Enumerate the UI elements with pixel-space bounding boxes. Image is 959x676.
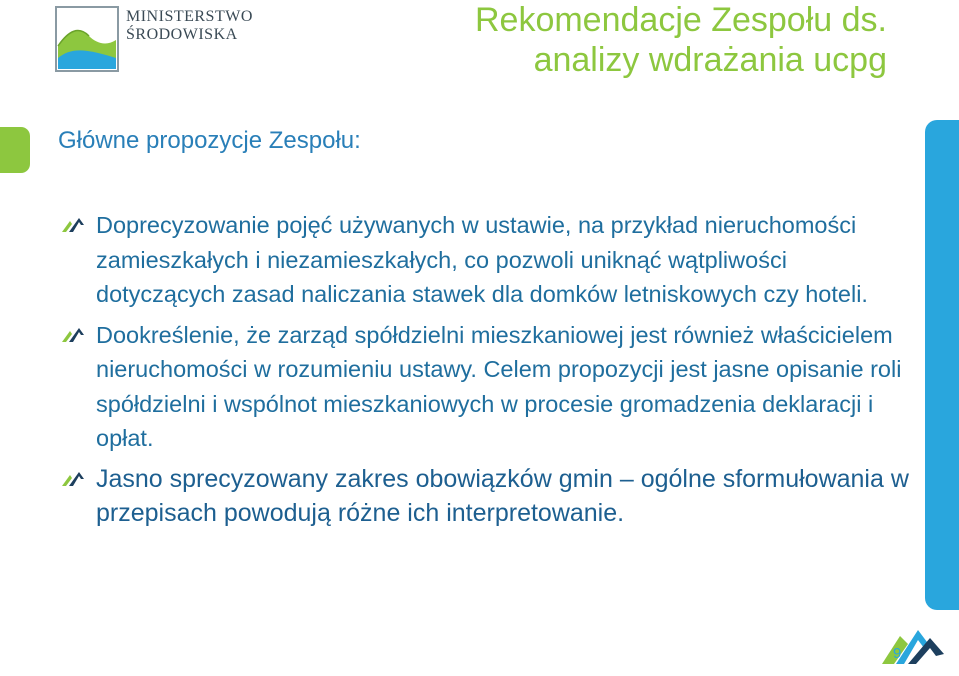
swoosh-logo-icon (878, 624, 948, 672)
bullet-list (60, 208, 920, 537)
page-number: 9 (893, 645, 902, 662)
double-chevron-icon (60, 470, 86, 488)
bullet-text: Jasno sprecyzowany zakres obowiązków gmin – ogólne sformułowania w przepisach powodują różne ich interpretowanie. (96, 464, 909, 527)
blue-side-tab (925, 120, 959, 610)
slide-title-line2: analizy wdrażania ucpg (533, 41, 887, 79)
bullet-text: Dookreślenie, że zarząd spółdzielni mieszkaniowej jest również właścicielem nieruchomości w rozumieniu ustawy. Celem propozycji jest jasne opisanie roli spółdzielni i wspólnot mieszkaniowych w procesie gromadzenia deklaracji i opłat. (96, 321, 902, 451)
slide-title (475, 0, 887, 80)
logo-text-line1: MINISTERSTWO (126, 8, 253, 25)
list-item (60, 462, 920, 531)
mountain-logo-icon (55, 6, 119, 72)
section-subtitle: Główne propozycje Zespołu: (58, 127, 361, 154)
double-chevron-icon (60, 326, 86, 344)
bullet-text: Doprecyzowanie pojęć używanych w ustawie, na przykład nieruchomości zamieszkałych i niezamieszkałych, co pozwoli uniknąć wątpliwości dotyczących zasad naliczania stawek dla domków letniskowych czy hoteli. (96, 212, 868, 307)
logo-text-line2: ŚRODOWISKA (126, 26, 238, 43)
double-chevron-icon (60, 216, 86, 234)
slide-title-line1: Rekomendacje Zespołu ds. (474, 1, 887, 39)
ministry-logo (55, 6, 255, 76)
list-item (60, 318, 920, 456)
list-item (60, 208, 920, 312)
green-side-tab (0, 127, 30, 173)
